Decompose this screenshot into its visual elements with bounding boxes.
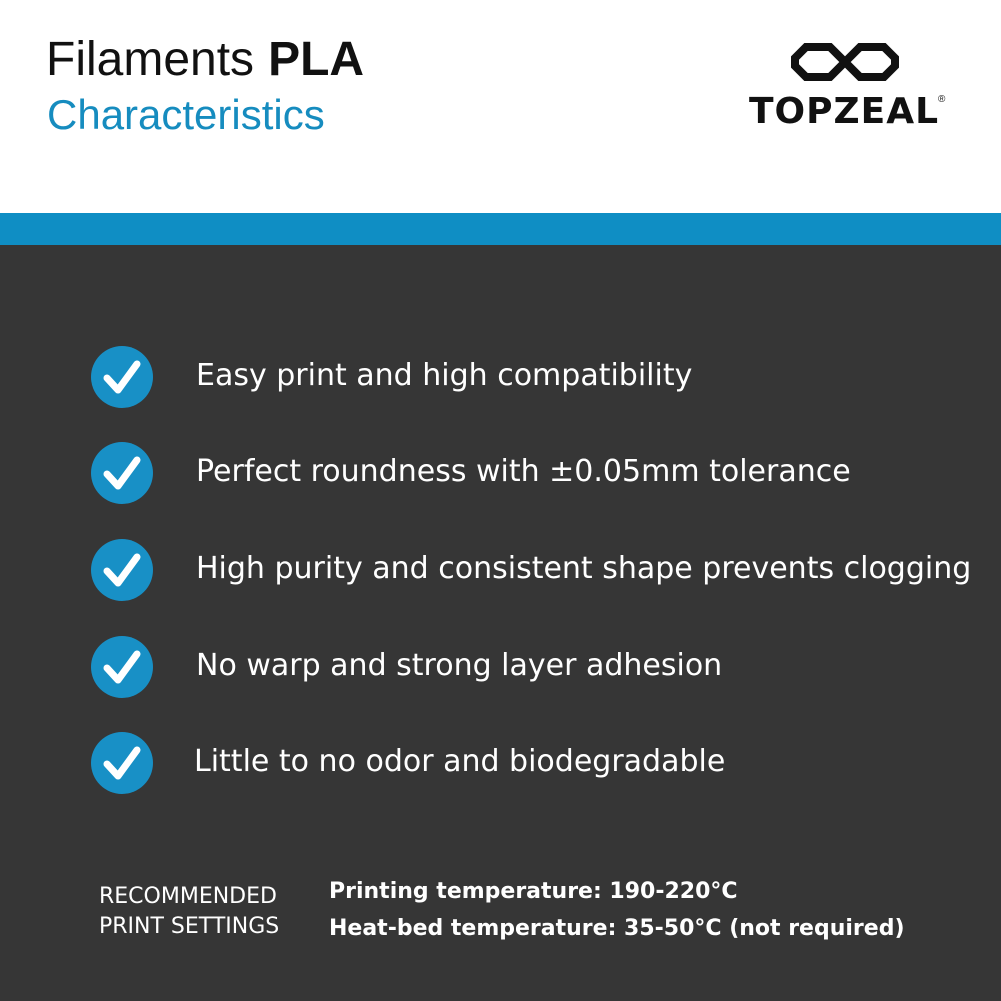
feature-item — [90, 635, 980, 699]
title-filaments: Filaments — [46, 33, 255, 86]
title-material: PLA — [268, 33, 365, 86]
header — [0, 0, 1001, 213]
feature-text: Little to no odor and biodegradable — [194, 744, 726, 779]
checkmark-circle-icon — [90, 731, 154, 795]
checkmark-circle-icon — [90, 538, 154, 602]
printing-temperature: Printing temperature: 190-220°C — [329, 879, 738, 904]
settings-label-line: RECOMMENDED — [99, 884, 277, 909]
settings-label — [99, 882, 279, 942]
feature-text: Easy print and high compatibility — [196, 358, 693, 393]
infinity-octagon-logo-icon — [790, 36, 900, 88]
checkmark-circle-icon — [90, 441, 154, 505]
settings-label-line: PRINT SETTINGS — [99, 914, 280, 939]
feature-item — [90, 345, 980, 409]
feature-item — [90, 731, 980, 795]
brand-name: TOPZEAL — [749, 91, 940, 132]
feature-text: No warp and strong layer adhesion — [196, 648, 723, 683]
page-title — [46, 30, 364, 90]
checkmark-circle-icon — [90, 635, 154, 699]
checkmark-circle-icon — [90, 345, 154, 409]
heatbed-temperature: Heat-bed temperature: 35-50°C (not required) — [329, 916, 905, 941]
feature-item — [90, 538, 980, 602]
accent-bar — [0, 213, 1001, 245]
feature-item — [90, 441, 980, 505]
page-subtitle: Characteristics — [47, 91, 325, 138]
registered-mark: ® — [938, 94, 946, 105]
feature-text: High purity and consistent shape prevents clogging — [196, 551, 972, 586]
settings-values — [329, 873, 905, 947]
feature-text: Perfect roundness with ±0.05mm tolerance — [196, 454, 851, 489]
brand-logo — [745, 36, 955, 136]
